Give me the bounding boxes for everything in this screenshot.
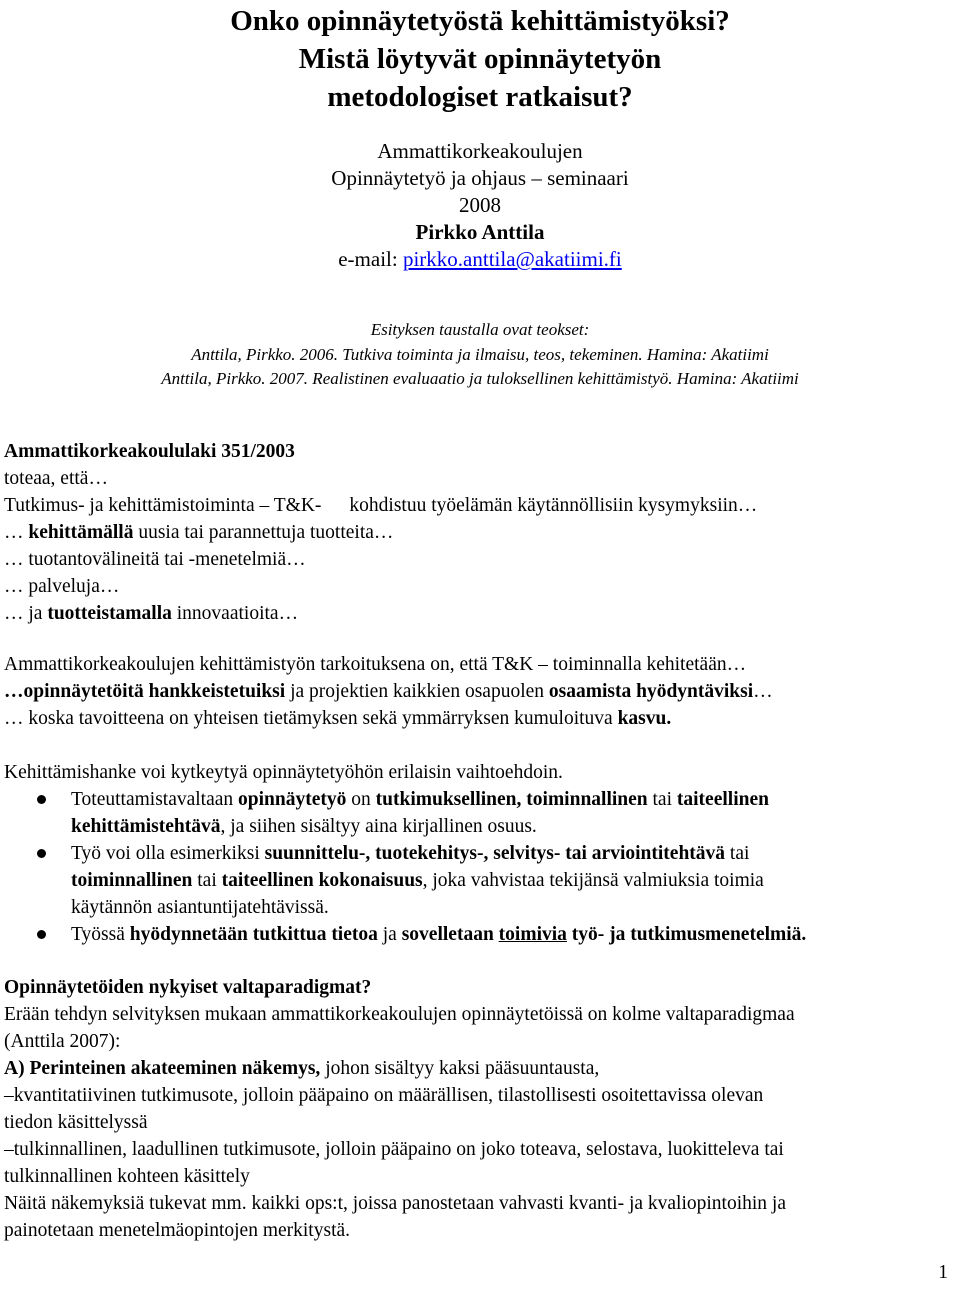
law-line-3 [4, 519, 954, 546]
purpose-section [4, 651, 954, 732]
title-line-2: Mistä löytyvät opinnäytetyön [298, 43, 662, 75]
law-heading: Ammattikorkeakoululaki 351/2003 [4, 441, 295, 462]
law-line-2 [4, 492, 954, 519]
b1-t3: on [346, 789, 376, 810]
paradigms-line-3a: A) Perinteinen akateeminen näkemys, [4, 1058, 321, 1079]
b3-t2: hyödynnetään tutkittua tietoa [129, 924, 378, 945]
b3-t1: Työssä [71, 924, 130, 945]
paradigms-line-9: painotetaan menetelmäopintojen merkitystä. [4, 1220, 351, 1241]
seminar-year: 2008 [459, 193, 501, 217]
law-line-6b: tuotteistamalla [47, 603, 172, 624]
b3-t6: työ- ja tutkimusmenetelmiä. [566, 924, 807, 945]
author-name: Pirkko Anttila [415, 220, 545, 244]
reference-1: Anttila, Pirkko. 2006. Tutkiva toiminta ja ilmaisu, teos, tekeminen. Hamina: Akatiimi [191, 344, 769, 364]
paradigms-line-4: –kvantitatiivinen tutkimusote, jolloin pääpaino on määrällisen, tilastollisesti osoitettavissa olevan [4, 1085, 764, 1106]
seminar-line-2: Opinnäytetyö ja ohjaus – seminaari [331, 166, 629, 190]
purpose-line-3a: … koska tavoitteena on yhteisen tietämyksen sekä ymmärryksen kumuloituva [4, 708, 618, 729]
list-item [4, 921, 954, 948]
law-line-4: … tuotantovälineitä tai -menetelmiä… [4, 549, 306, 570]
law-line-6 [4, 600, 954, 627]
law-line-2a: Tutkimus- ja kehittämistoiminta – T&K- [4, 495, 322, 516]
paradigms-line-8: Näitä näkemyksiä tukevat mm. kaikki ops:t, joissa panostetaan vahvasti kvanti- ja kvaliopintoihin ja [4, 1193, 786, 1214]
paradigms-line-6: –tulkinnallinen, laadullinen tutkimusote, jolloin pääpaino on joko toteava, selostava, luokitteleva tai [4, 1139, 784, 1160]
b3-t3: ja [377, 924, 402, 945]
b1-t4: tutkimuksellinen, toiminnallinen [375, 789, 648, 810]
paradigms-line-1: Erään tehdyn selvityksen mukaan ammattikorkeakoulujen opinnäytetöissä on kolme valtaparadigmaa [4, 1004, 795, 1025]
law-line-3a: … [4, 522, 29, 543]
paradigms-line-7: tulkinnallinen kohteen käsittely [4, 1166, 250, 1187]
paradigms-line-5: tiedon käsittelyssä [4, 1112, 148, 1133]
title-line-1: Onko opinnäytetyöstä kehittämistyöksi? [230, 5, 730, 37]
purpose-line-2a: …opinnäytetöitä hankkeistetuiksi [4, 681, 286, 702]
b2-t2: suunnittelu-, tuotekehitys-, selvitys- tai arviointitehtävä [264, 843, 726, 864]
b2-t6: taiteellinen kokonaisuus [221, 870, 423, 891]
paradigms-line-3 [4, 1055, 954, 1082]
b2-t1: Työ voi olla esimerkiksi [71, 843, 265, 864]
reference-2: Anttila, Pirkko. 2007. Realistinen evaluaatio ja tuloksellinen kehittämistyö. Hamina: Akatiimi [161, 369, 799, 388]
purpose-line-2d: … [753, 681, 773, 702]
paradigms-section [4, 974, 954, 1244]
purpose-line-2b: ja projektien kaikkien osapuolen [285, 681, 549, 702]
options-list [4, 786, 954, 948]
paradigms-line-2: (Anttila 2007): [4, 1031, 121, 1052]
law-line-1: toteaa, että… [4, 468, 108, 489]
b2-t4: toiminnallinen [71, 870, 193, 891]
law-line-3b: kehittämällä [28, 522, 134, 543]
list-item [4, 840, 954, 921]
bullet-icon [37, 930, 46, 939]
law-line-6c: innovaatioita… [171, 603, 299, 624]
law-line-5: … palveluja… [4, 576, 120, 597]
b1-t2: opinnäytetyö [238, 789, 347, 810]
title-line-3: metodologiset ratkaisut? [327, 81, 633, 113]
seminar-line-1: Ammattikorkeakoulujen [377, 139, 583, 163]
bullet-icon [37, 795, 46, 804]
purpose-line-2c: osaamista hyödyntäviksi [548, 681, 754, 702]
b3-t5: toimivia [498, 924, 567, 945]
law-section [4, 438, 954, 627]
references-heading: Esityksen taustalla ovat teokset: [370, 320, 590, 339]
law-line-3c: uusia tai parannettuja tuotteita… [133, 522, 394, 543]
paradigms-line-3b: johon sisältyy kaksi pääsuuntausta, [320, 1058, 600, 1079]
law-line-6a: … ja [4, 603, 48, 624]
law-line-2b: kohdistuu työelämän käytännöllisiin kysymyksiin… [349, 495, 758, 516]
purpose-line-2 [4, 678, 954, 705]
b1-t8: , ja siihen sisältyy aina kirjallinen osuus. [220, 816, 537, 837]
b2-t3: tai [725, 843, 750, 864]
b1-t7: kehittämistehtävä [71, 816, 221, 837]
email-label: e-mail: [338, 247, 403, 271]
options-intro-text: Kehittämishanke voi kytkeytyä opinnäytetyöhön erilaisin vaihtoehdoin. [4, 762, 563, 783]
paradigms-heading: Opinnäytetöiden nykyiset valtaparadigmat? [4, 977, 372, 998]
purpose-line-1: Ammattikorkeakoulujen kehittämistyön tarkoituksena on, että T&K – toiminnalla kehitetään… [4, 654, 747, 675]
document-title [0, 2, 960, 116]
b2-t7: , joka vahvistaa tekijänsä valmiuksia toimia [422, 870, 764, 891]
purpose-line-3b: kasvu. [617, 708, 672, 729]
purpose-line-3 [4, 705, 954, 732]
b2-t5: tai [192, 870, 222, 891]
options-intro [4, 759, 954, 786]
bullet-icon [37, 849, 46, 858]
seminar-info [0, 138, 960, 273]
references [0, 318, 960, 392]
b1-t5: tai [647, 789, 677, 810]
email-line [0, 246, 960, 273]
b1-t6: taiteellinen [676, 789, 769, 810]
b3-t4: sovelletaan [401, 924, 499, 945]
b1-t1: Toteuttamistavaltaan [71, 789, 239, 810]
list-item [4, 786, 954, 840]
email-link[interactable]: pirkko.anttila@akatiimi.fi [402, 247, 622, 271]
b2-t8: käytännön asiantuntijatehtävissä. [71, 897, 329, 918]
page-number: 1 [938, 1262, 948, 1283]
